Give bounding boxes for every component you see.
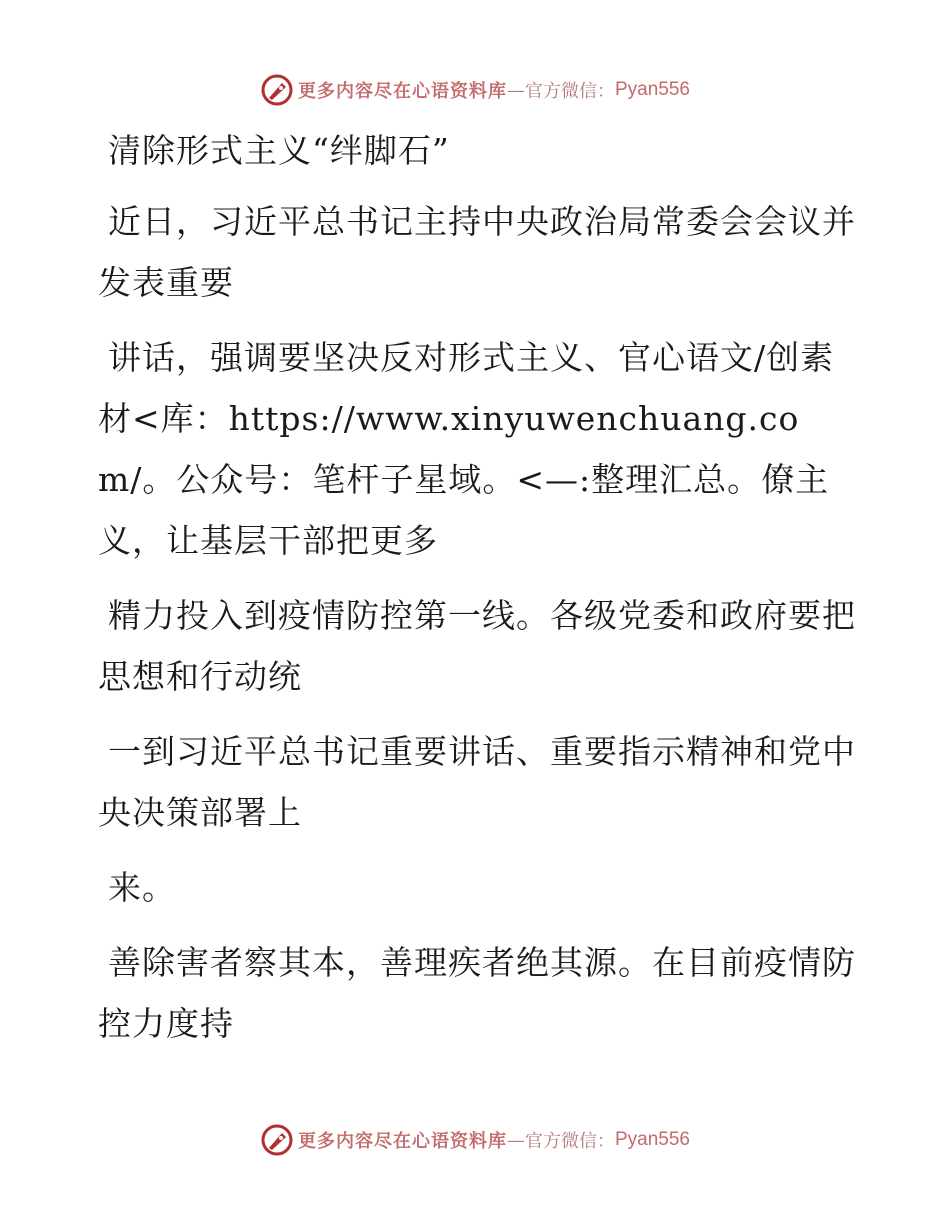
banner-main-text: 更多内容尽在心语资料库 [297,1131,507,1152]
pen-nib-logo-icon [260,1123,294,1157]
paragraph: 近日，习近平总书记主持中央政治局常委会会议并发表重要 [98,202,856,302]
banner-wechat-label: 官方微信： [524,81,615,102]
banner-wechat-id: Pyan556 [614,1129,690,1150]
paragraph: 善除害者察其本，善理疾者绝其源。在目前疫情防控力度持 [98,943,856,1043]
document-title: 清除形式主义“绊脚石” [108,131,450,170]
paragraph: 讲话，强调要坚决反对形式主义、官心语文/创素材<库：https://www.xinyuwenchuang.com/。公众号：笔杆子星域。<—:整理汇总。僚主义，让基层干部把更多 [98,338,835,560]
header-watermark-banner [0,70,950,110]
banner-wechat-id: Pyan556 [614,79,690,100]
banner-wechat-label: 官方微信： [524,1131,615,1152]
banner-dash: — [506,79,525,101]
pen-nib-logo-icon [260,73,294,107]
banner-main-text: 更多内容尽在心语资料库 [297,81,507,102]
paragraph: 来。 [108,868,176,907]
paragraph: 精力投入到疫情防控第一线。各级党委和政府要把思想和行动统 [98,596,856,696]
paragraph: 一到习近平总书记重要讲话、重要指示精神和党中央决策部署上 [98,732,856,832]
banner-dash: — [506,1129,525,1151]
footer-watermark-banner [0,1120,950,1160]
document-body [98,120,858,1068]
